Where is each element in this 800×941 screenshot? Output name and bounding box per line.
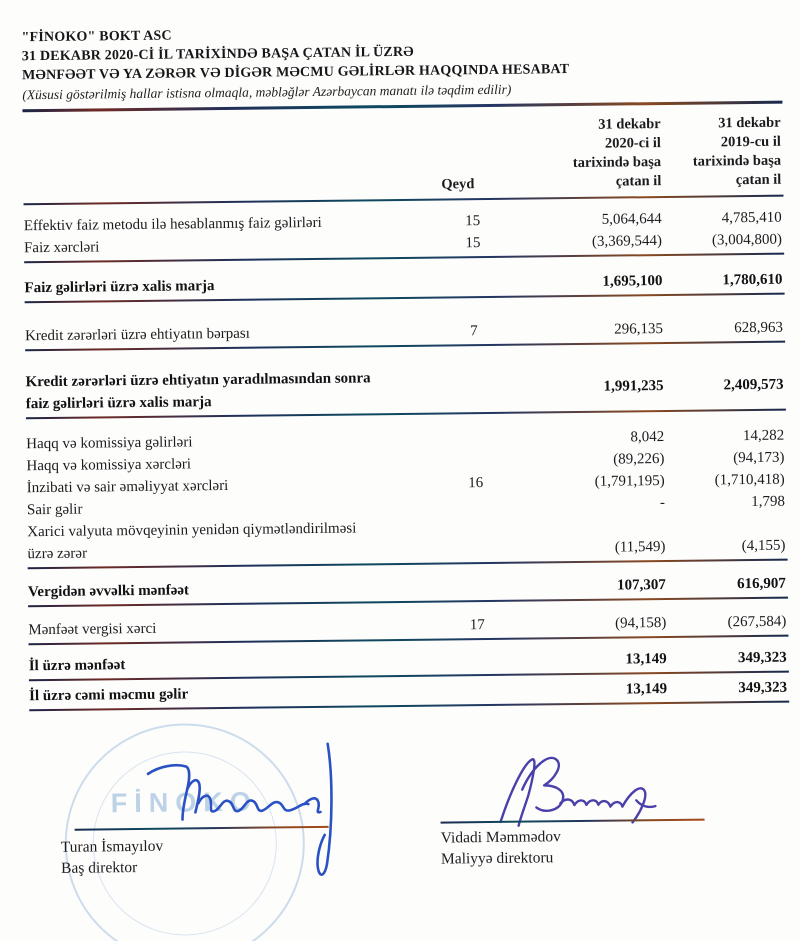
row-label: İnzibati və sair əməliyyat xərcləri <box>26 477 229 497</box>
row-value-2020: (89,226) <box>613 451 665 468</box>
row-value-2019: 628,963 <box>734 319 784 337</box>
row-label: Faiz xərcləri <box>23 239 100 257</box>
row-note-ref <box>446 560 508 561</box>
row-note-ref: 15 <box>465 235 481 252</box>
row-value-2019: 616,907 <box>737 575 786 593</box>
row-value-2019: 14,282 <box>742 427 785 445</box>
row-note-ref: 15 <box>465 213 481 230</box>
row-note-ref <box>446 576 508 577</box>
row-note-ref <box>447 680 509 681</box>
row-value-2020: (94,158) <box>614 614 667 632</box>
row-label: Xarici valyuta mövqeyinin yenidən qiymətləndirilməsi üzrə zərər <box>27 520 357 563</box>
company-name: "FİNOKO" BOKT ASC <box>21 28 172 46</box>
row-label: Sair gəlir <box>26 501 83 519</box>
row-value-2020: (3,369,544) <box>591 233 663 250</box>
row-value-2020: 13,149 <box>625 650 667 668</box>
row-value-2019: (3,004,800) <box>711 231 783 249</box>
row-label: Mənfəət vergisi xərci <box>28 620 157 639</box>
row-label: Vergidən əvvəlki mənfəət <box>27 582 190 601</box>
signature-right-name: Vidadi Məmmədov <box>440 828 561 847</box>
table-row <box>27 513 787 566</box>
column-header-2019: 31 dekabr 2019-cu il tarixində başa çatan il <box>692 114 782 189</box>
report-title-line: MƏNFƏƏT VƏ YA ZƏRƏR VƏ DİGƏR MƏCMU GƏLİRLƏR HAQQINDA HESABAT <box>21 62 570 84</box>
row-value-2020: - <box>659 495 666 512</box>
row-label: Kredit zərərləri üzrə ehtiyatın yaradılmasından sonra faiz gəlirləri üzrə xalis marja <box>25 370 371 413</box>
row-value-2019: 1,798 <box>751 493 786 511</box>
row-value-2020: 5,064,644 <box>601 211 662 228</box>
row-label: Effektiv faiz metodu ilə hesablanmış faiz gəlirləri <box>23 214 322 235</box>
row-value-2020: 1,991,235 <box>603 378 664 395</box>
row-value-2020: (1,791,195) <box>594 473 665 490</box>
row-note-ref <box>444 450 506 451</box>
row-note-ref: 17 <box>469 617 485 634</box>
row-label: İl üzrə cəmi məcmu gəlir <box>29 686 189 705</box>
row-value-2020: 1,695,100 <box>602 273 663 290</box>
table-body <box>24 207 790 712</box>
document-header <box>22 20 783 113</box>
row-value-2019: 349,323 <box>737 649 787 667</box>
row-value-2019: (4,155) <box>741 537 786 555</box>
row-note-ref <box>442 272 504 273</box>
row-label: Haqq və komissiya gəlirləri <box>26 434 193 453</box>
signature-left-title: Baş direktor <box>60 859 138 877</box>
row-label: Faiz gəlirləri üzrə xalis marja <box>24 278 215 297</box>
row-value-2020: 296,135 <box>614 321 664 338</box>
row-value-2020: 107,307 <box>617 576 666 594</box>
row-label: İl üzrə mənfəət <box>28 657 126 675</box>
row-value-2020: (11,549) <box>614 538 666 556</box>
table-row <box>25 363 785 416</box>
signature-left-name: Turan İsmayılov <box>60 837 164 856</box>
table-column-headers <box>23 114 784 204</box>
signature-section <box>29 709 792 941</box>
row-label: Haqq və komissiya xərcləri <box>26 456 192 475</box>
label-column-spacer <box>23 194 441 199</box>
row-value-2020: 8,042 <box>630 429 665 446</box>
row-value-2019: (94,173) <box>733 449 785 467</box>
row-value-2019: 1,780,610 <box>722 271 783 289</box>
row-note-ref <box>444 388 506 389</box>
row-value-2019: 2,409,573 <box>723 376 784 394</box>
row-note-ref <box>447 650 509 651</box>
row-note-ref: 16 <box>468 475 484 492</box>
company-stamp-text: FİNOKO <box>110 786 258 819</box>
row-label: Kredit zərərləri üzrə ehtiyatın bərpası <box>24 325 250 345</box>
row-note-ref <box>444 428 506 429</box>
row-value-2019: 4,785,410 <box>721 209 782 227</box>
report-period-line: 31 DEKABR 2020-Cİ İL TARİXİNDƏ BAŞA ÇATAN İL ÜZRƏ <box>21 44 414 65</box>
column-header-note: Qeyd <box>441 176 475 193</box>
row-value-2020: 13,149 <box>625 680 668 698</box>
row-value-2019: (1,710,418) <box>714 471 785 489</box>
row-value-2019: (267,584) <box>727 613 787 631</box>
currency-note: (Xüsusi göstərilmiş hallar istisna olmaqla, məbləğlər Azərbaycan manatı ilə təqdim edilir) <box>22 81 512 103</box>
row-note-ref: 7 <box>470 323 478 340</box>
signature-right-title: Maliyyə direktoru <box>440 849 554 868</box>
row-value-2019: 349,323 <box>738 679 788 697</box>
column-header-2020: 31 dekabr 2020-ci il tarixində başa çatan il <box>572 116 662 190</box>
